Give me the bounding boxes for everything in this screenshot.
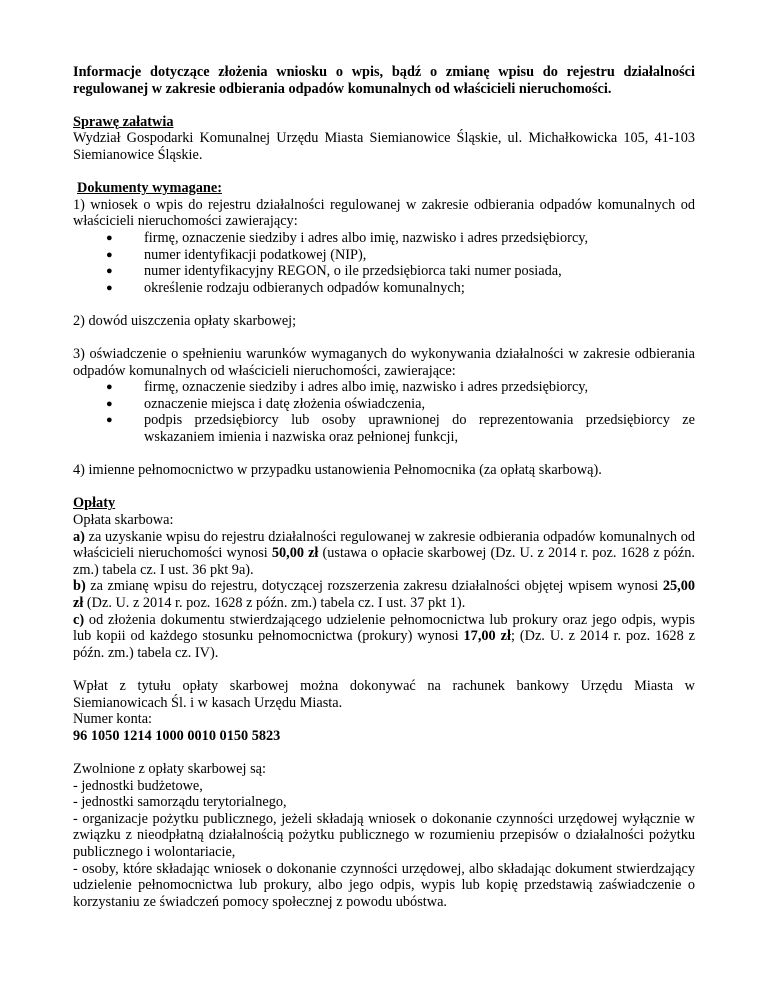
- oplaty-item-a: a) za uzyskanie wpisu do rejestru działalności regulowanej w zakresie odbierania odpadów komunalnych od właścicieli nieruchomości wynosi 50,00 zł (ustawa o opłacie skarbowej (Dz. U. z 2014 r. poz. 1628 z późn. zm.) tabela cz. I ust. 36 pkt 9a).: [73, 528, 695, 578]
- oplaty-subheading: Opłata skarbowa:: [73, 512, 174, 529]
- dokumenty-item4: 4) imienne pełnomocnictwo w przypadku ustanowienia Pełnomocnika (za opłatą skarbową).: [73, 462, 602, 479]
- dokumenty-item2: 2) dowód uiszczenia opłaty skarbowej;: [73, 312, 297, 329]
- zwolnione-heading: Zwolnione z opłaty skarbowej są:: [73, 760, 266, 777]
- account-number: 96 1050 1214 1000 0010 0150 5823: [73, 727, 281, 744]
- list-item: ● numer identyfikacyjny REGON, o ile przedsiębiorca taki numer posiada,: [106, 263, 562, 280]
- zwolnione-item: - osoby, które składając wniosek o dokonanie czynności urzędowej, albo składając dokument stwierdzający udzielenie pełnomocnictwa lub prokury, albo jego odpis, wypis lub kopię przedstawią zaświadczenie o korzystaniu ze świadczeń pomocy społecznej z powodu ubóstwa.: [73, 860, 695, 910]
- bullet-icon: ●: [106, 281, 113, 294]
- dokumenty-item3-list: [73, 379, 695, 445]
- oplaty-heading: Opłaty: [73, 495, 116, 512]
- bullet-icon: ●: [106, 397, 113, 410]
- list-item: ● podpis przedsiębiorcy lub osoby uprawnionej do reprezentowania przedsiębiorcy ze wskazaniem imienia i nazwiska oraz pełnionej funkcji,: [106, 412, 695, 446]
- list-item: ● numer identyfikacji podatkowej (NIP),: [106, 246, 367, 263]
- dokumenty-item3-intro: 3) oświadczenie o spełnieniu warunków wymaganych do wykonywania działalności w zakresie odbierania odpadów komunalnych od właścicieli nieruchomości, zawierające:: [73, 346, 695, 379]
- bullet-icon: ●: [106, 231, 113, 244]
- bullet-icon: ●: [106, 381, 113, 394]
- dokumenty-heading: Dokumenty wymagane:: [77, 180, 222, 197]
- dokumenty-item1-intro: 1) wniosek o wpis do rejestru działalności regulowanej w zakresie odbierania odpadów komunalnych od właścicieli nieruchomości zawierający:: [73, 196, 695, 230]
- zwolnione-item: - jednostki budżetowe,: [73, 777, 203, 794]
- document-title: Informacje dotyczące złożenia wniosku o wpis, bądź o zmianę wpisu do rejestru działalności regulowanej w zakresie odbierania odpadów komunalnych od właścicieli nieruchomości.: [73, 64, 695, 97]
- oplaty-item-c: c) od złożenia dokumentu stwierdzającego udzielenie pełnomocnictwa lub prokury oraz jego odpis, wypis lub kopii od każdego stosunku pełnomocnictwa (prokury) wynosi 17,00 zł; (Dz. U. z 2014 r. poz. 1628 z późn. zm.) tabela cz. IV).: [73, 611, 696, 661]
- sprawe-heading: Sprawę załatwia: [73, 113, 174, 130]
- account-label: Numer konta:: [73, 711, 153, 728]
- bullet-icon: ●: [106, 265, 113, 278]
- list-item: ● określenie rodzaju odbieranych odpadów komunalnych;: [106, 279, 465, 296]
- oplaty-item-b: b) za zmianę wpisu do rejestru, dotyczącej rozszerzenia zakresu działalności objętej wpisem wynosi 25,00 zł (Dz. U. z 2014 r. poz. 1628 z późn. zm.) tabela cz. I ust. 37 pkt 1).: [73, 578, 695, 611]
- list-item: ● firmę, oznaczenie siedziby i adres albo imię, nazwisko i adres przedsiębiorcy,: [106, 379, 589, 396]
- list-item: ● firmę, oznaczenie siedziby i adres albo imię, nazwisko i adres przedsiębiorcy,: [106, 229, 589, 246]
- zwolnione-item: - jednostki samorządu terytorialnego,: [73, 794, 287, 811]
- list-item: ● oznaczenie miejsca i datę złożenia oświadczenia,: [106, 395, 426, 412]
- bullet-icon: ●: [106, 248, 113, 261]
- bullet-icon: ●: [106, 414, 113, 427]
- sprawe-text: Wydział Gospodarki Komunalnej Urzędu Miasta Siemianowice Śląskie, ul. Michałkowicka 105, 41-103 Siemianowice Śląskie.: [73, 130, 695, 163]
- zwolnione-item: - organizacje pożytku publicznego, jeżeli składają wniosek o dokonanie czynności urzędowej wyłącznie w związku z nieodpłatną działalnością pożytku publicznego w rozumieniu przepisów o działalności pożytku publicznego i wolontariacie,: [73, 810, 695, 860]
- wplaty-text: Wpłat z tytułu opłaty skarbowej można dokonywać na rachunek bankowy Urzędu Miasta w Siemianowicach Śl. i w kasach Urzędu Miasta.: [73, 677, 695, 711]
- dokumenty-item1-list: [73, 230, 695, 296]
